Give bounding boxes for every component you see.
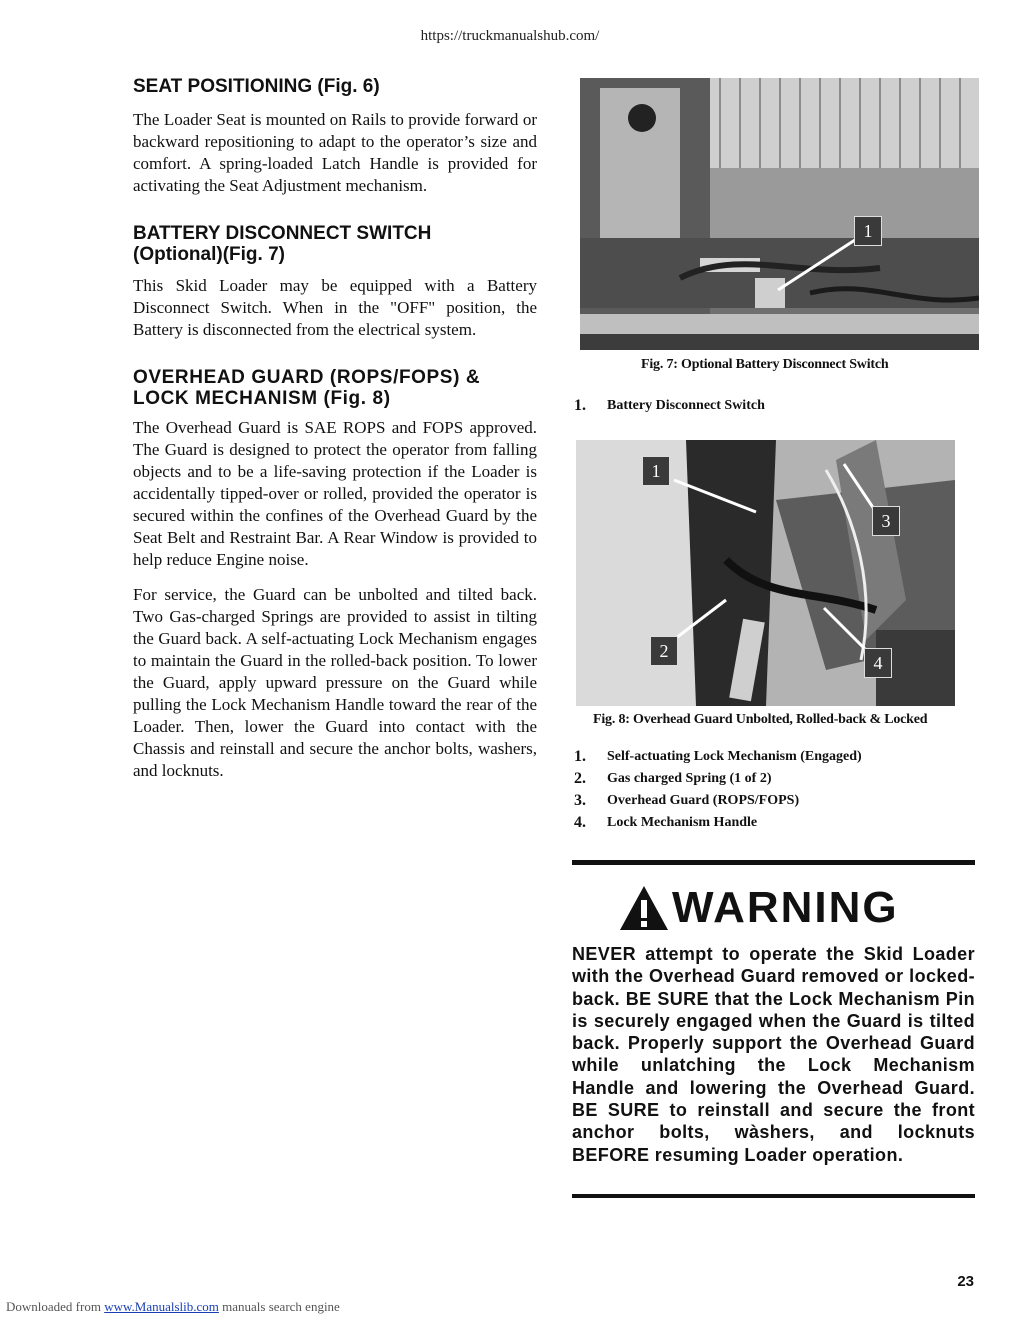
footer-suffix: manuals search engine: [222, 1299, 340, 1314]
figure-7-photo: [580, 78, 979, 350]
paragraph-overhead-guard-service: For service, the Guard can be unbolted and tilted back. Two Gas-charged Springs are provided to assist in tilting the Guard back. A self-actuating Lock Mechanism engages to maintain the Guard in the rolled-back position. To lower the Guard, apply upward pressure on the Guard while pulling the Lock Mechanism Handle toward the rear of the Loader. Then, lower the Guard into contact with the Chassis and reinstall and secure the anchor bolts, washers, and locknuts.: [133, 585, 537, 780]
figure-7-illustration: [580, 78, 979, 350]
legend-item: [574, 746, 862, 768]
heading-line: BATTERY DISCONNECT SWITCH: [133, 223, 432, 244]
section-heading-battery-disconnect: [133, 223, 537, 265]
legend-number: 2.: [574, 770, 586, 787]
figure-8-callout-3: 3: [872, 506, 900, 536]
heading-line: LOCK MECHANISM (Fig. 8): [133, 388, 391, 409]
footer-link[interactable]: www.Manualslib.com: [104, 1299, 219, 1314]
warning-title: [618, 880, 899, 936]
figure-7-caption: Fig. 7: Optional Battery Disconnect Switch: [641, 357, 889, 372]
page-number: 23: [957, 1273, 974, 1290]
legend-label: Lock Mechanism Handle: [607, 815, 758, 830]
warning-word: WARNING: [672, 883, 899, 932]
paragraph-overhead-guard-intro: The Overhead Guard is SAE ROPS and FOPS approved. The Guard is designed to protect the operator from falling objects and to be a life-saving protection if the Loader is accidentally tipped-over or rolled, provided the operator is secured within the confines of the Overhead Guard by the Seat Belt and Restraint Bar. A Rear Window is provided to help reduce Engine noise.: [133, 418, 537, 569]
figure-8-callout-2: 2: [650, 636, 678, 666]
section-heading-seat-positioning: SEAT POSITIONING (Fig. 6): [133, 76, 380, 97]
figure-7-legend: [574, 395, 765, 417]
legend-number: 1.: [574, 748, 586, 765]
legend-label: Gas charged Spring (1 of 2): [607, 771, 772, 786]
footer-prefix: Downloaded from: [6, 1299, 101, 1314]
warning-triangle-icon: [618, 884, 670, 932]
heading-line: (Optional)(Fig. 7): [133, 244, 285, 265]
legend-label: Self-actuating Lock Mechanism (Engaged): [607, 749, 862, 764]
legend-item: [574, 790, 862, 812]
figure-8-callout-4: 4: [864, 648, 892, 678]
legend-number: 1.: [574, 397, 586, 414]
legend-item: [574, 768, 862, 790]
section-heading-overhead-guard: [133, 367, 537, 409]
paragraph-seat-positioning: The Loader Seat is mounted on Rails to provide forward or backward repositioning to adapt to the operator’s size and comfort. A spring-loaded Latch Handle is provided for activating the Seat Adjustment mechanism.: [133, 110, 537, 195]
legend-label: Battery Disconnect Switch: [607, 398, 765, 413]
figure-8-callout-1: 1: [642, 456, 670, 486]
warning-text: NEVER attempt to operate the Skid Loader with the Overhead Guard removed or locked-back. BE SURE that the Lock Mechanism Pin is securely engaged when the Guard is tilted back. Properly support the Overhead Guard while unlatching the Lock Mechanism Handle and lowering the Overhead Guard. BE SURE to reinstall and secure the front anchor bolts, wàshers, and locknuts BEFORE resuming Loader operation.: [572, 944, 975, 1165]
figure-8-illustration: [576, 440, 955, 706]
left-column: [133, 76, 537, 798]
legend-item: [574, 812, 862, 834]
figure-7-callout-1: 1: [854, 216, 882, 246]
figure-8-caption: Fig. 8: Overhead Guard Unbolted, Rolled-back & Locked: [593, 712, 928, 727]
figure-8-photo: [576, 440, 955, 706]
footer: [6, 1299, 340, 1315]
header-url: https://truckmanualshub.com/: [420, 28, 600, 44]
legend-item: [574, 395, 765, 417]
legend-label: Overhead Guard (ROPS/FOPS): [607, 793, 800, 808]
legend-number: 3.: [574, 792, 586, 809]
figure-8-legend: [574, 746, 862, 834]
legend-number: 4.: [574, 814, 586, 831]
warning-top-rule: [572, 860, 975, 865]
warning-bottom-rule: [572, 1194, 975, 1198]
paragraph-battery-disconnect: This Skid Loader may be equipped with a Battery Disconnect Switch. When in the "OFF" position, the Battery is disconnected from the electrical system.: [133, 276, 537, 339]
heading-line: OVERHEAD GUARD (ROPS/FOPS) &: [133, 367, 481, 388]
